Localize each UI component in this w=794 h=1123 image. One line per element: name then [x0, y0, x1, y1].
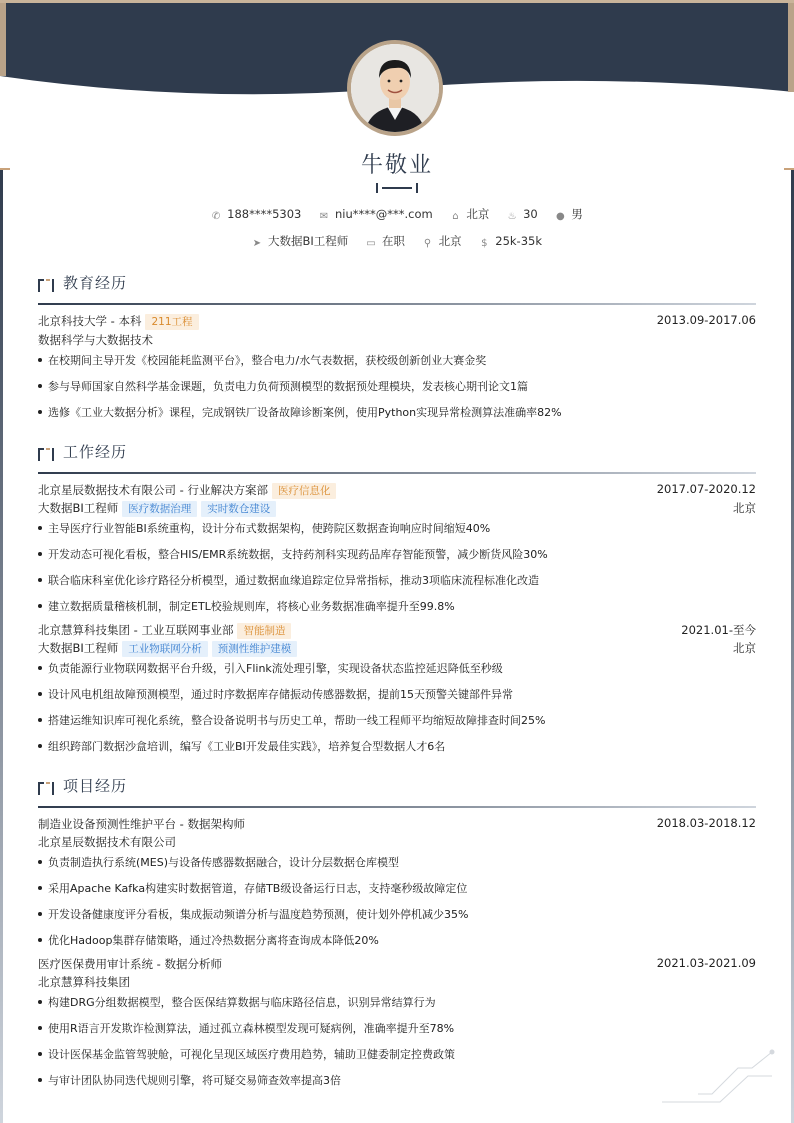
section-title: 教育经历 — [63, 274, 128, 292]
list-item: 联合临床科室优化诊疗路径分析模型，通过数据血缘追踪定位异常指标，推动3项临床流程标准化改造 — [38, 572, 539, 588]
list-item: 设计医保基金监管驾驶舱，可视化呈现区域医疗费用趋势，辅助卫健委制定控费政策 — [38, 1046, 455, 1062]
gender-item — [555, 206, 583, 222]
list-item: 使用R语言开发欺诈检测算法，通过孤立森林模型发现可疑病例，准确率提升至78% — [38, 1020, 454, 1036]
position-text: 大数据BI工程师 — [268, 234, 349, 248]
list-item: 选修《工业大数据分析》课程，完成钢铁厂设备故障诊断案例，使用Python实现异常检测算法准确率82% — [38, 404, 562, 420]
industry-tag: 智能制造 — [237, 623, 291, 639]
location-icon: ⚲ — [423, 238, 432, 249]
section-rule — [38, 806, 756, 808]
age-text: 30 — [523, 207, 538, 221]
section-bracket-icon — [38, 782, 54, 795]
send-icon: ➤ — [252, 238, 262, 249]
list-item: 主导医疗行业智能BI系统重构，设计分布式数据架构，使跨院区数据查询响应时间缩短40% — [38, 520, 490, 536]
email-icon: ✉ — [319, 211, 329, 222]
work-header — [38, 441, 756, 467]
section-rule — [38, 472, 756, 474]
money-icon: $ — [481, 238, 488, 249]
list-item: 负责能源行业物联网数据平台升级，引入Flink流处理引擎，实现设备状态监控延迟降低至秒级 — [38, 660, 503, 676]
job-date: 2021.01-至今 — [681, 623, 756, 637]
email-text: niu****@***.com — [335, 207, 433, 221]
city-text: 北京 — [466, 207, 490, 221]
list-item: 采用Apache Kafka构建实时数据管道，存储TB级设备运行日志，支持毫秒级故障定位 — [38, 880, 467, 896]
age-item — [507, 207, 538, 222]
education-date: 2013.09-2017.06 — [656, 313, 756, 327]
section-bracket-icon — [38, 448, 54, 461]
project-name: 制造业设备预测性维护平台 - 数据架构师 — [38, 817, 245, 831]
list-item: 参与导师国家自然科学基金课题，负责电力负荷预测模型的数据预处理模块，发表核心期刊论文1篇 — [38, 378, 528, 394]
skill-tag: 医疗数据治理 — [122, 501, 197, 517]
projects-section — [38, 775, 756, 1095]
list-item: 开发设备健康度评分看板，集成振动频谱分析与温度趋势预测，使计划外停机减少35% — [38, 906, 468, 922]
work-section — [38, 441, 756, 761]
intent-city-text: 北京 — [438, 234, 462, 248]
candidate-name: 牛敬业 — [360, 153, 433, 178]
city-item — [450, 206, 489, 222]
name-divider — [376, 183, 418, 193]
email-item — [319, 207, 433, 222]
company-name: 北京星辰数据技术有限公司 - 行业解决方案部 — [38, 483, 268, 497]
contact-row — [0, 206, 794, 222]
job-role: 大数据BI工程师 — [38, 641, 119, 655]
phone-icon: ✆ — [211, 211, 221, 222]
school-name: 北京科技大学 - 本科 — [38, 314, 142, 328]
projects-header — [38, 775, 756, 801]
education-header — [38, 272, 756, 298]
list-item: 设计风电机组故障预测模型，通过时序数据库存储振动传感器数据，提前15天预警关键部件异常 — [38, 686, 513, 702]
intent-city-item — [423, 233, 462, 249]
list-item: 搭建运维知识库可视化系统，整合设备说明书与历史工单，帮助一线工程师平均缩短故障排查时间25% — [38, 712, 545, 728]
corner-decoration — [660, 1046, 780, 1106]
cake-icon: ♨ — [507, 211, 517, 222]
education-section — [38, 272, 756, 422]
status-item — [366, 233, 405, 249]
job-city: 北京 — [733, 641, 756, 655]
phone-text: 188****5303 — [227, 207, 302, 221]
left-border — [0, 170, 3, 1123]
skill-tag: 工业物联网分析 — [122, 641, 208, 657]
project-org: 北京星辰数据技术有限公司 — [38, 835, 176, 849]
school-tag: 211工程 — [145, 314, 198, 330]
section-rule — [38, 303, 756, 305]
list-item: 开发动态可视化看板，整合HIS/EMR系统数据，支持药剂科实现药品库存智能预警，减少断货风险30% — [38, 546, 548, 562]
list-item: 建立数据质量稽核机制，制定ETL校验规则库，将核心业务数据准确率提升至99.8% — [38, 598, 455, 614]
intent-row — [0, 233, 794, 249]
list-item: 构建DRG分组数据模型，整合医保结算数据与临床路径信息，识别异常结算行为 — [38, 994, 436, 1010]
list-item: 负责制造执行系统(MES)与设备传感器数据融合，设计分层数据仓库模型 — [38, 854, 399, 870]
project-org: 北京慧算科技集团 — [38, 975, 130, 989]
job-role: 大数据BI工程师 — [38, 501, 119, 515]
project-date: 2021.03-2021.09 — [656, 956, 756, 970]
list-item: 优化Hadoop集群存储策略，通过冷热数据分离将查询成本降低20% — [38, 932, 379, 948]
position-item — [252, 233, 348, 249]
section-title: 工作经历 — [63, 443, 128, 461]
list-item: 在校期间主导开发《校园能耗监测平台》，整合电力/水气表数据，获校级创新创业大赛金奖 — [38, 352, 486, 368]
section-bracket-icon — [38, 279, 54, 292]
job-date: 2017.07-2020.12 — [656, 482, 756, 496]
major: 数据科学与大数据技术 — [38, 333, 153, 347]
industry-tag: 医疗信息化 — [272, 483, 337, 499]
list-item: 与审计团队协同迭代规则引擎，将可疑交易筛查效率提高3倍 — [38, 1072, 341, 1088]
skill-tag: 预测性维护建模 — [212, 641, 298, 657]
project-name: 医疗医保费用审计系统 - 数据分析师 — [38, 957, 222, 971]
project-date: 2018.03-2018.12 — [656, 816, 756, 830]
gender-icon: ● — [555, 211, 565, 222]
skill-tag: 实时数仓建设 — [201, 501, 276, 517]
phone-item — [211, 207, 301, 222]
salary-text: 25k-35k — [495, 234, 542, 248]
job-city: 北京 — [733, 501, 756, 515]
status-text: 在职 — [381, 234, 405, 248]
home-icon: ⌂ — [452, 211, 459, 222]
list-item: 组织跨部门数据沙盒培训，编写《工业BI开发最佳实践》，培养复合型数据人才6名 — [38, 738, 445, 754]
company-name: 北京慧算科技集团 - 工业互联网事业部 — [38, 623, 234, 637]
briefcase-icon: ▭ — [366, 238, 376, 249]
gender-text: 男 — [571, 207, 583, 221]
avatar — [347, 40, 443, 136]
section-title: 项目经历 — [63, 777, 128, 795]
salary-item — [479, 234, 542, 249]
